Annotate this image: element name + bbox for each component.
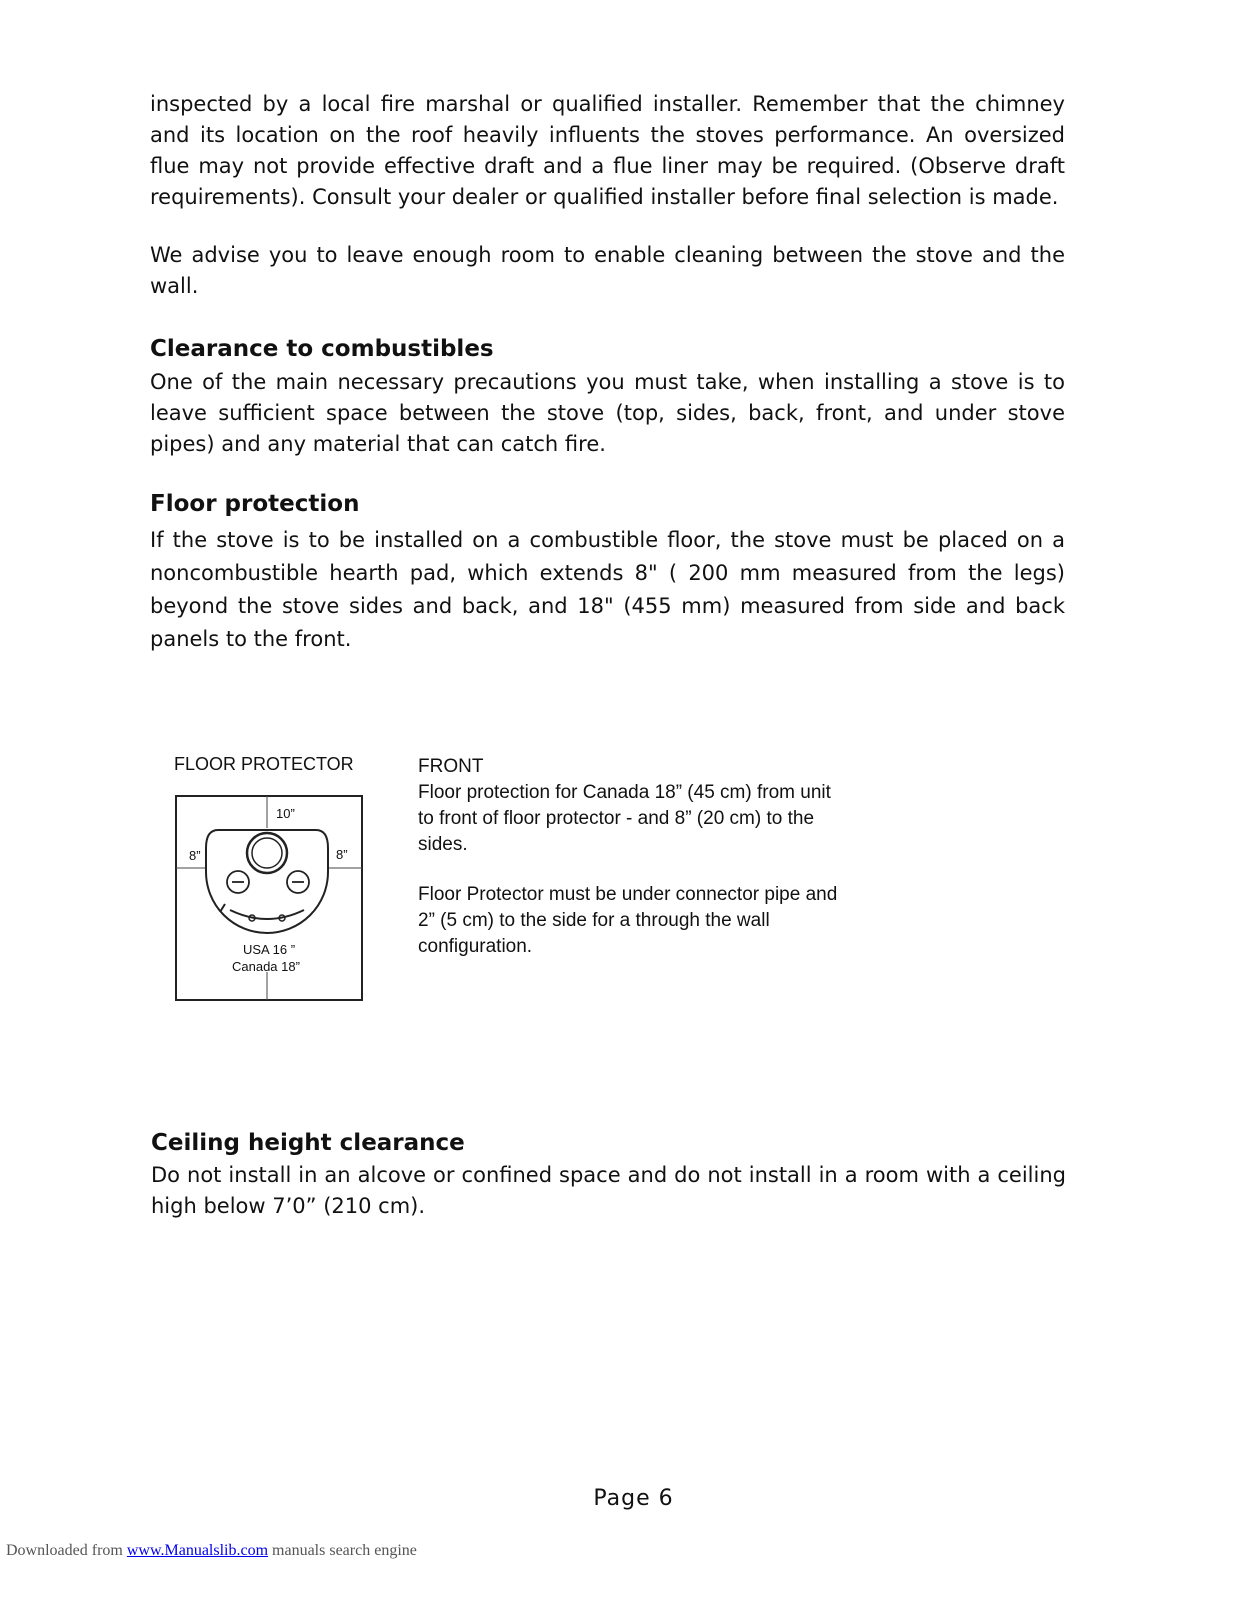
- clearance-heading: Clearance to combustibles: [150, 336, 494, 362]
- floor-protector-title: FLOOR PROTECTOR: [174, 754, 354, 774]
- footer-prefix: Downloaded from: [6, 1542, 127, 1559]
- manualslib-link[interactable]: www.Manualslib.com: [126, 1542, 269, 1559]
- intro-paragraph-2: We advise you to leave enough room to enable cleaning between the stove and the wall.: [150, 243, 1065, 298]
- right-dimension-label: 8”: [336, 847, 348, 862]
- top-dimension-label: 10”: [276, 806, 295, 821]
- front-notes: [418, 754, 838, 960]
- floor-protection-heading: Floor protection: [150, 491, 360, 517]
- clearance-paragraph: One of the main necessary precautions you must take, when installing a stove is to leave sufficient space between the stove (top, sides, back, front, and under stove pipes) and any material that can catch fire.: [150, 370, 1065, 456]
- download-footer: [6, 1542, 417, 1560]
- ceiling-heading: Ceiling height clearance: [151, 1130, 465, 1156]
- bottom-usa-label: USA 16 ”: [243, 942, 296, 957]
- left-dimension-label: 8”: [189, 848, 201, 863]
- intro-paragraph-1: inspected by a local fire marshal or qualified installer. Remember that the chimney and its location on the roof heavily influents the stoves performance. An oversized flue may not provide effective draft and a flue liner may be required. (Observe draft requirements). Consult your dealer or qualified installer before final selection is made.: [150, 92, 1065, 209]
- front-label: FRONT: [418, 756, 484, 777]
- ceiling-paragraph: Do not install in an alcove or confined space and do not install in a room with a ceiling high below 7’0” (210 cm).: [151, 1163, 1066, 1218]
- footer-suffix: manuals search engine: [268, 1542, 417, 1559]
- bottom-canada-label: Canada 18”: [232, 959, 300, 974]
- page-number: Page 6: [593, 1486, 674, 1511]
- front-note-1: Floor protection for Canada 18” (45 cm) from unit to front of floor protector - and 8” (20 cm) to the sides.: [418, 782, 831, 855]
- front-note-2: Floor Protector must be under connector pipe and 2” (5 cm) to the side for a through the wall configuration.: [418, 884, 838, 957]
- floor-protection-paragraph: If the stove is to be installed on a combustible floor, the stove must be placed on a noncombustible hearth pad, which extends 8" ( 200 mm measured from the legs) beyond the stove sides and back, and 18" (455 mm) measured from side and back panels to the front.: [150, 528, 1065, 651]
